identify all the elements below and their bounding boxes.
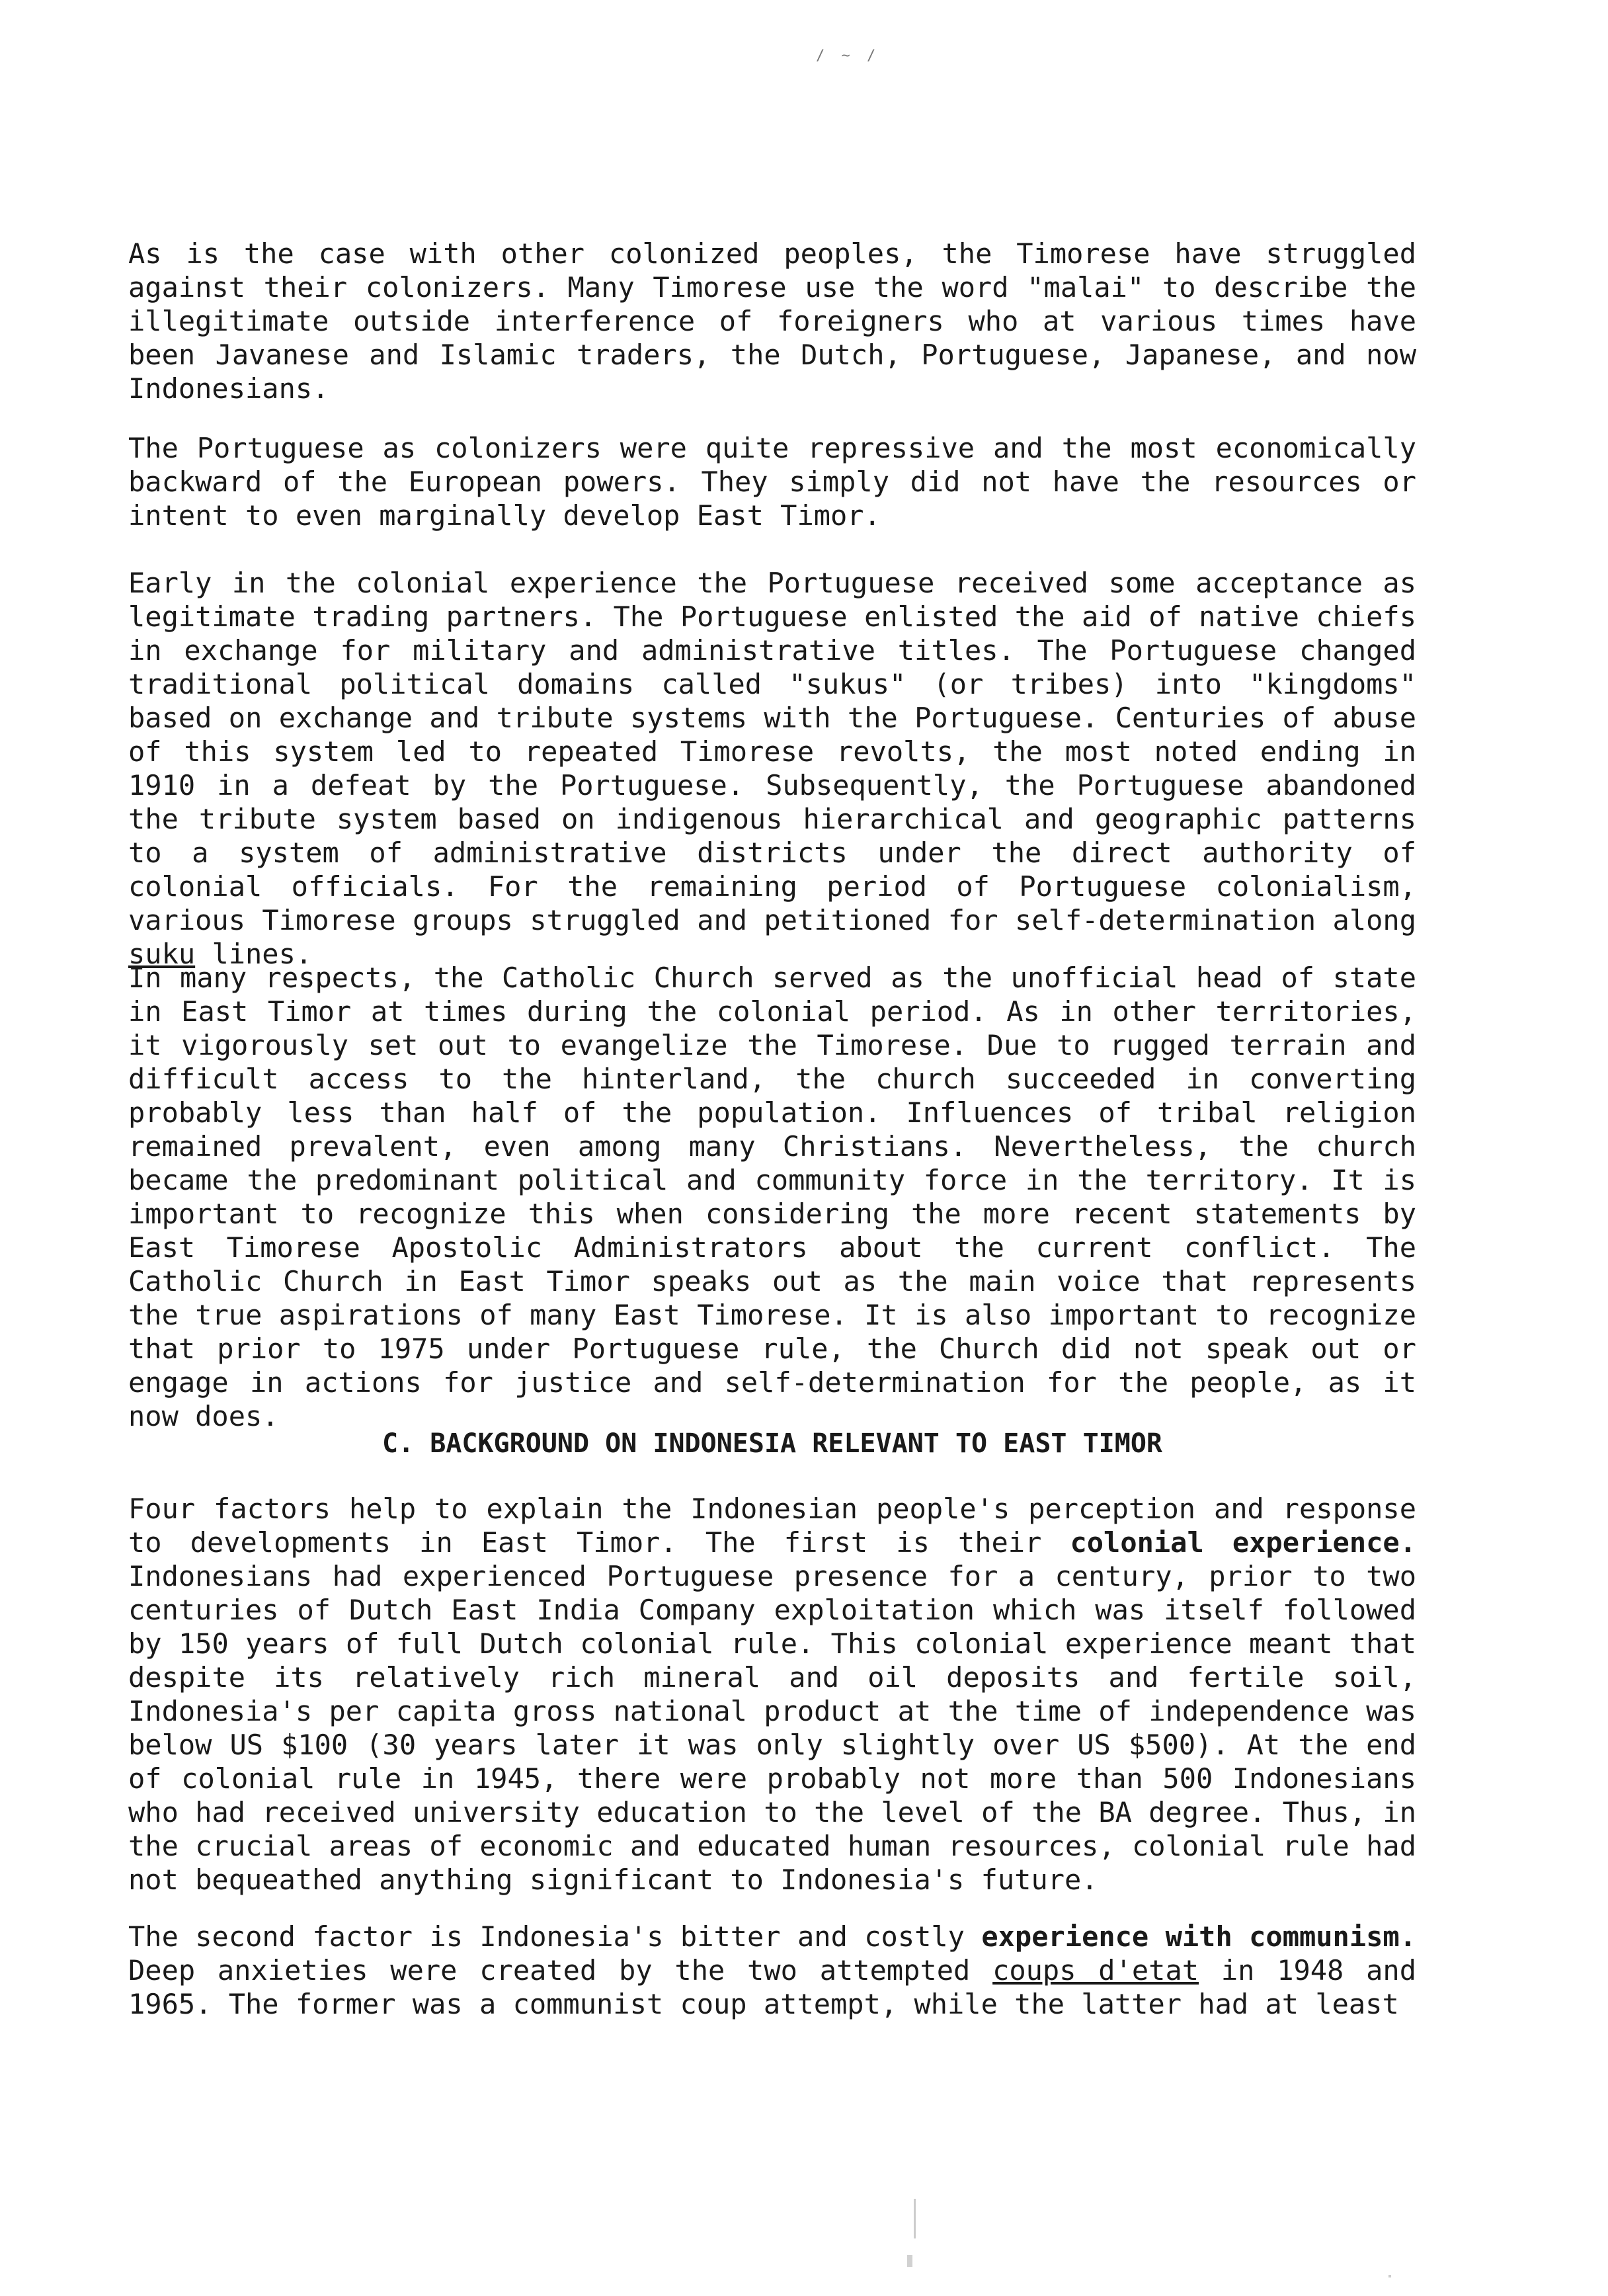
paragraph-text: Four factors help to explain the Indonesian people's perception and response to developments in East Timor. The first is their <box>128 1493 1416 1559</box>
paragraph-catholic-church: In many respects, the Catholic Church served as the unofficial head of state in East Timor at times during the colonial period. As in other territories, it vigorously set out to evangelize the Timorese. Due to rugged terrain and difficult access to the hinterland, the church succeeded in converting probably less than half of the population. Influences of tribal religion remained prevalent, even among many Christians. Nevertheless, the church became the predominant political and community force in the territory. It is important to recognize this when considering the more recent statements by East Timorese Apostolic Administrators about the current conflict. The Catholic Church in East Timor speaks out as the main voice that represents the true aspirations of many East Timorese. It is also important to recognize that prior to 1975 under Portuguese rule, the Church did not speak out or engage in actions for justice and self-determination for the people, as it now does. <box>128 962 1416 1432</box>
section-heading: C. BACKGROUND ON INDONESIA RELEVANT TO EAST TIMOR <box>382 1428 1163 1459</box>
scan-artifact <box>914 2199 916 2238</box>
paragraph-text: in 1948 and 1965. The former was a communist coup attempt, while the latter had at least <box>128 1954 1416 2020</box>
paragraph-text: lines. <box>212 938 313 970</box>
paragraph-four-factors <box>128 1492 1416 1897</box>
paragraph-text: Indonesians had experienced Portuguese presence for a century, prior to two centuries of Dutch East India Company exploitation which was itself followed by 150 years of full Dutch colonial rule. This colonial experience meant that despite its relatively rich mineral and oil deposits and fertile soil, Indonesia's per capita gross national product at the time of independence was below US $100 (30 years later it was only slightly over US $500). At the end of colonial rule in 1945, there were probably not more than 500 Indonesians who had received university education to the level of the BA degree. Thus, in the crucial areas of economic and educated human resources, colonial rule had not bequeathed anything significant to Indonesia's future. <box>128 1560 1416 1896</box>
paragraph-text: Early in the colonial experience the Portuguese received some acceptance as legitimate trading partners. The Portuguese enlisted the aid of native chiefs in exchange for military and administrative titles. The Portuguese changed traditional political domains called "sukus" (or tribes) into "kingdoms" based on exchange and tribute systems with the Portuguese. Centuries of abuse of this system led to repeated Timorese revolts, the most noted ending in 1910 in a defeat by the Portuguese. Subsequently, the Portuguese abandoned the tribute system based on indigenous hierarchical and geographic patterns to a system of administrative districts under the direct authority of colonial officials. For the remaining period of Portuguese colonialism, various Timorese groups struggled and petitioned for self-determination along <box>128 567 1416 936</box>
paragraph-communism <box>128 1920 1416 2021</box>
document-page <box>128 0 1416 2296</box>
paragraph-colonizers: As is the case with other colonized peoples, the Timorese have struggled against their colonizers. Many Timorese use the word "malai" to describe the illegitimate outside interference of foreigners who at various times have been Javanese and Islamic traders, the Dutch, Portuguese, Japanese, and now Indonesians. <box>128 237 1416 405</box>
paragraph-colonial-experience <box>128 566 1416 971</box>
paragraph-text: The second factor is Indonesia's bitter and costly <box>128 1920 965 1953</box>
scan-artifact <box>907 2255 912 2267</box>
underlined-term-suku: suku <box>128 938 196 970</box>
paragraph-portuguese-repressive: The Portuguese as colonizers were quite repressive and the most economically backward of the European powers. They simply did not have the resources or intent to even marginally develop East Timor. <box>128 432 1416 532</box>
paragraph-text: Deep anxieties were created by the two attempted <box>128 1954 971 1987</box>
bold-term-colonial-experience: colonial experience. <box>1070 1526 1416 1559</box>
page-mark: / ~ / <box>816 48 880 64</box>
scan-artifact <box>1388 2275 1391 2277</box>
underlined-term-coups: coups d'etat <box>992 1954 1199 1987</box>
bold-term-communism: experience with communism. <box>981 1920 1416 1953</box>
